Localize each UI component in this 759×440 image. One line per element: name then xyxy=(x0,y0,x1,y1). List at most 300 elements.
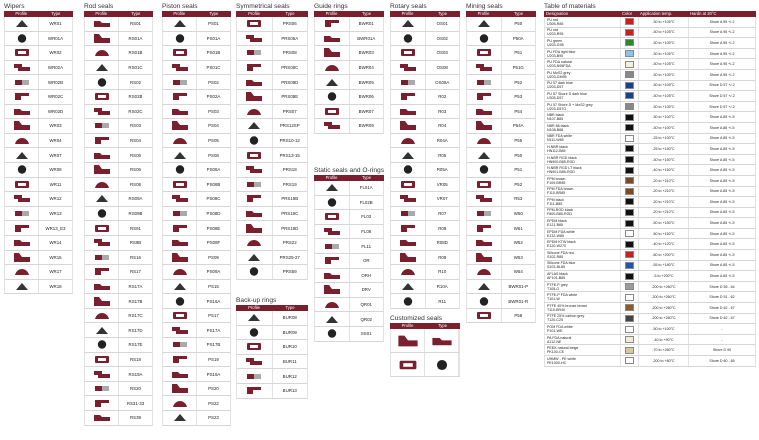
profile-image xyxy=(85,32,119,46)
material-row xyxy=(544,303,756,314)
table-row xyxy=(466,280,536,295)
material-name: PU MoS2 grey xyxy=(547,70,571,75)
material-color xyxy=(621,91,639,101)
profile-image xyxy=(425,353,459,376)
material-color xyxy=(621,112,639,122)
table-row xyxy=(236,311,308,326)
profile-image xyxy=(391,353,425,376)
material-row xyxy=(544,134,756,145)
material-hardness: Shore A 85 +/-5 xyxy=(709,221,735,226)
material-designation xyxy=(545,134,621,144)
type-code: PS17B xyxy=(206,342,221,348)
col-color: Color xyxy=(622,11,633,16)
profile-image xyxy=(5,178,39,192)
material-code: U305-D57 xyxy=(547,95,564,100)
type-code: WR02C xyxy=(47,94,64,100)
type-code: RS08 xyxy=(130,181,141,187)
profile-image xyxy=(85,163,119,177)
material-hardness: Shore A 95 +/-2 xyxy=(709,51,735,56)
section-title: Piston seals xyxy=(162,3,198,10)
material-row xyxy=(544,324,756,335)
material-temp: -30 to +100°C xyxy=(639,123,689,133)
table-row xyxy=(236,384,308,399)
profile-image xyxy=(237,340,273,354)
material-color xyxy=(621,38,639,48)
table-row xyxy=(314,327,384,342)
table-row xyxy=(84,134,153,149)
table-row xyxy=(84,90,153,105)
color-swatch xyxy=(625,220,634,227)
profile-image xyxy=(163,17,197,31)
material-hardness: Shore A 85 +/-5 xyxy=(709,274,735,279)
material-hardness: Shore A 85 +/-5 xyxy=(709,189,735,194)
type-code: PS02 xyxy=(208,79,219,85)
table-row xyxy=(390,148,460,163)
material-code: T120-C25 xyxy=(547,318,563,323)
table-row xyxy=(236,134,308,149)
type-code: QR02 xyxy=(360,316,372,322)
header-type: Type xyxy=(437,323,448,328)
profile-image xyxy=(391,221,426,235)
material-color xyxy=(621,102,639,112)
table-row xyxy=(162,294,231,309)
table-row xyxy=(314,90,384,105)
table-row xyxy=(466,119,536,134)
profile-image xyxy=(315,119,350,133)
profile-image xyxy=(163,221,197,235)
profile-image xyxy=(315,210,350,224)
material-color xyxy=(621,197,639,207)
type-code: WR15 xyxy=(49,254,62,260)
type-code: R10A xyxy=(436,283,448,289)
material-row xyxy=(544,81,756,92)
profile-image xyxy=(5,17,39,31)
material-name: FPM FDA brown xyxy=(547,187,574,192)
table-row xyxy=(236,46,308,61)
table-row xyxy=(162,382,231,397)
material-code: HN900-B85-RGD xyxy=(547,159,575,164)
type-code: RS09A xyxy=(128,196,143,202)
type-code: RS17D xyxy=(128,327,143,333)
material-color xyxy=(621,81,639,91)
mining-seals-section xyxy=(466,2,536,323)
header-profile: Profile xyxy=(325,11,338,16)
type-code: PS03 xyxy=(208,108,219,114)
profile-image xyxy=(391,105,426,119)
type-code: PRS19C xyxy=(281,211,299,217)
profile-image xyxy=(467,105,502,119)
table-row xyxy=(84,17,153,32)
color-swatch xyxy=(625,198,634,205)
profile-image xyxy=(163,46,197,60)
color-swatch xyxy=(625,92,634,99)
profile-image xyxy=(391,134,426,148)
material-color xyxy=(621,28,639,38)
type-code: BUR10 xyxy=(282,344,297,350)
table-row xyxy=(4,280,73,295)
table-row xyxy=(162,61,231,76)
color-swatch xyxy=(625,273,634,280)
table-row xyxy=(390,75,460,90)
material-hardness: Shore D 62 - 67 xyxy=(709,305,735,310)
material-name: POM FDA white xyxy=(547,325,573,330)
material-color xyxy=(621,271,639,281)
profile-image xyxy=(391,46,426,60)
table-row xyxy=(236,355,308,370)
table-row xyxy=(314,32,384,47)
type-code: W50 xyxy=(513,211,523,217)
type-code: RS01C xyxy=(128,65,143,71)
table-row xyxy=(4,236,73,251)
profile-image xyxy=(85,105,119,119)
type-code: RS91 xyxy=(130,225,141,231)
material-color xyxy=(621,218,639,228)
material-color xyxy=(621,261,639,271)
material-hardness: Shore A 95 +/-2 xyxy=(709,19,735,24)
profile-image xyxy=(315,105,350,119)
table-row xyxy=(162,353,231,368)
material-row xyxy=(544,187,756,198)
color-swatch xyxy=(625,114,634,121)
type-code: BUR13 xyxy=(282,388,297,394)
material-row xyxy=(544,292,756,303)
material-hardness: Shore D 57 +/-2 xyxy=(709,83,735,88)
header-type: Type xyxy=(361,175,372,180)
table-row xyxy=(390,329,460,353)
section-title: Customized seals xyxy=(390,315,443,322)
material-temp: -60 to +200°C xyxy=(639,250,689,260)
material-designation xyxy=(545,208,621,218)
table-row xyxy=(236,75,308,90)
material-color xyxy=(621,345,639,355)
color-swatch xyxy=(625,347,634,354)
material-temp: -50 to +150°C xyxy=(639,229,689,239)
table-row xyxy=(84,61,153,76)
header-type: Type xyxy=(209,11,219,16)
material-name: PTFE-P FDA white xyxy=(547,293,578,298)
type-code: R10 xyxy=(438,269,447,275)
table-row xyxy=(466,90,536,105)
profile-image xyxy=(5,134,39,148)
table-row xyxy=(390,178,460,193)
material-code: T105-G xyxy=(547,286,560,291)
profile-image xyxy=(237,192,273,206)
material-hardness: Shore A 85 +/-5 xyxy=(709,242,735,247)
profile-image xyxy=(315,181,350,195)
type-code: P50A xyxy=(512,35,524,41)
type-code: WR18 xyxy=(49,283,62,289)
material-designation xyxy=(545,218,621,228)
type-code: VR05 xyxy=(436,181,448,187)
type-code: FL11 xyxy=(361,243,372,249)
type-code: PS02A xyxy=(206,94,221,100)
type-code: RS02 xyxy=(130,79,141,85)
type-code: WR14 xyxy=(49,240,62,246)
table-row xyxy=(236,105,308,120)
material-name: PU red xyxy=(547,28,559,33)
table-row xyxy=(4,148,73,163)
table-row xyxy=(84,280,153,295)
material-temp: -20 to +210°C xyxy=(639,208,689,218)
table-row xyxy=(466,294,536,309)
material-hardness: Shore D 90 xyxy=(712,348,732,353)
section-title: Static seals and O-rings xyxy=(314,167,384,174)
material-row xyxy=(544,282,756,293)
type-code: PS01C xyxy=(206,65,221,71)
material-name: EPDM KTW black xyxy=(547,240,576,245)
profile-image xyxy=(5,236,39,250)
material-hardness: Shore A 85 +/-5 xyxy=(709,199,735,204)
profile-image xyxy=(467,221,502,235)
type-code: PS08D xyxy=(206,211,221,217)
material-code: AF101-B85 xyxy=(547,276,566,281)
table-row xyxy=(390,192,460,207)
material-code: PE1000-HC xyxy=(547,360,567,365)
type-code: BWR04 xyxy=(358,65,374,71)
profile-image xyxy=(5,192,39,206)
type-code: P55 xyxy=(514,138,523,144)
profile-image xyxy=(391,251,426,265)
type-code: PS09A xyxy=(206,269,221,275)
profile-image xyxy=(391,90,426,104)
table-row xyxy=(162,265,231,280)
material-hardness: Shore A 95 +/-2 xyxy=(709,62,735,67)
type-code: BWR05 xyxy=(358,79,374,85)
table-row xyxy=(4,119,73,134)
type-code: RS01A xyxy=(128,35,143,41)
profile-image xyxy=(5,265,39,279)
type-code: RS01 xyxy=(130,21,141,27)
type-code: PS22 xyxy=(208,400,219,406)
table-row xyxy=(84,309,153,324)
header-profile: Profile xyxy=(477,11,490,16)
material-designation xyxy=(545,335,621,345)
profile-image xyxy=(5,221,39,235)
material-code: U203-GM95 xyxy=(547,74,567,79)
material-designation xyxy=(545,165,621,175)
customized-seals-section xyxy=(390,314,460,377)
section-title: Mining seals xyxy=(466,3,503,10)
table-row xyxy=(390,32,460,47)
profile-image xyxy=(391,163,426,177)
material-row xyxy=(544,59,756,70)
section-title: Guide rings xyxy=(314,3,348,10)
type-code: PRS08E xyxy=(281,94,299,100)
material-hardness: Shore A 95 +/-2 xyxy=(709,40,735,45)
profile-image xyxy=(467,178,502,192)
material-hardness: Shore D 57 +/-2 xyxy=(709,93,735,98)
type-code: PS04 xyxy=(208,123,219,129)
material-designation xyxy=(545,303,621,313)
table-row xyxy=(466,163,536,178)
material-row xyxy=(544,70,756,81)
table-row xyxy=(84,119,153,134)
header-type: Type xyxy=(285,305,295,310)
material-name: NBR black xyxy=(547,113,564,118)
color-swatch xyxy=(625,209,634,216)
material-color xyxy=(621,134,639,144)
table-row xyxy=(4,221,73,236)
color-swatch xyxy=(625,230,634,237)
table-row xyxy=(4,192,73,207)
profile-image xyxy=(467,61,502,75)
type-code: R09 xyxy=(438,254,447,260)
profile-image xyxy=(315,196,350,210)
material-name: FPM brown xyxy=(547,176,566,181)
type-code: RS31-33 xyxy=(126,400,145,406)
material-designation xyxy=(545,17,621,27)
profile-image xyxy=(237,326,273,340)
table-row xyxy=(314,105,384,120)
profile-image xyxy=(237,221,273,235)
type-code: SS01 xyxy=(360,331,372,337)
profile-image xyxy=(5,163,39,177)
profile-image xyxy=(163,251,197,265)
type-code: WR01A xyxy=(47,35,64,41)
material-name: H-NBR black xyxy=(547,144,568,149)
material-row xyxy=(544,17,756,28)
profile-image xyxy=(163,265,197,279)
table-row xyxy=(314,119,384,134)
material-designation xyxy=(545,49,621,59)
profile-image xyxy=(85,236,119,250)
material-color xyxy=(621,282,639,292)
material-row xyxy=(544,28,756,39)
type-code: PS01B xyxy=(206,50,221,56)
material-code: N108-B88 xyxy=(547,127,564,132)
wipers-section xyxy=(4,2,73,294)
material-designation xyxy=(545,155,621,165)
profile-image xyxy=(237,236,273,250)
material-code: E132-W85 xyxy=(547,233,564,238)
table-row xyxy=(466,178,536,193)
profile-image xyxy=(237,384,273,398)
color-swatch xyxy=(625,71,634,78)
material-code: N111-W85 xyxy=(547,138,564,143)
material-hardness: Shore A 85 +/-5 xyxy=(709,252,735,257)
table-row xyxy=(390,61,460,76)
table-row xyxy=(390,119,460,134)
table-row xyxy=(84,75,153,90)
table-row xyxy=(390,353,460,377)
material-row xyxy=(544,239,756,250)
material-name: Silicone FDA blue xyxy=(547,261,576,266)
type-code: PRS25-27 xyxy=(279,254,300,260)
table-row xyxy=(466,236,536,251)
type-code: BUR11 xyxy=(282,359,297,365)
profile-image xyxy=(237,119,273,133)
type-code: PRS22 xyxy=(282,240,297,246)
type-code: P50 xyxy=(514,152,523,158)
material-row xyxy=(544,356,756,367)
material-color xyxy=(621,229,639,239)
color-swatch xyxy=(625,156,634,163)
color-swatch xyxy=(625,39,634,46)
table-row xyxy=(162,90,231,105)
profile-image xyxy=(163,192,197,206)
color-swatch xyxy=(625,61,634,68)
material-hardness: - xyxy=(721,327,723,332)
color-swatch xyxy=(625,124,634,131)
table-row xyxy=(314,239,384,254)
col-temp: Application temp. xyxy=(640,11,673,16)
table-row xyxy=(390,46,460,61)
material-hardness: Shore A 85 +/-5 xyxy=(709,210,735,215)
table-row xyxy=(466,192,536,207)
table-row xyxy=(162,17,231,32)
material-color xyxy=(621,144,639,154)
profile-image xyxy=(237,163,273,177)
material-code: E121-B85 xyxy=(547,223,563,228)
profile-image xyxy=(315,254,350,268)
type-code: PS16A xyxy=(206,298,221,304)
materials-table xyxy=(544,2,756,367)
type-code: PS20 xyxy=(208,386,219,392)
material-name: PU 57 Shore D dark blue xyxy=(547,91,587,96)
material-code: T110-BR40 xyxy=(547,307,566,312)
material-color xyxy=(621,250,639,260)
material-designation xyxy=(545,345,621,355)
table-row xyxy=(314,210,384,225)
symmetrical-seals-section xyxy=(236,2,308,280)
material-designation xyxy=(545,38,621,48)
table-row xyxy=(236,369,308,384)
profile-image xyxy=(163,134,197,148)
type-code: PRS10-12 xyxy=(279,138,300,144)
profile-image xyxy=(5,75,39,89)
profile-image xyxy=(163,294,197,308)
table-row xyxy=(162,119,231,134)
material-code: S102-R85 xyxy=(547,254,564,259)
table-row xyxy=(390,251,460,266)
profile-image xyxy=(467,17,502,31)
material-temp: -200 to +260°C xyxy=(639,292,689,302)
profile-image xyxy=(467,119,502,133)
type-code: R04A xyxy=(436,138,448,144)
material-color xyxy=(621,239,639,249)
table-row xyxy=(162,207,231,222)
type-code: BWR01A xyxy=(357,35,376,41)
material-temp: -20 to +210°C xyxy=(639,176,689,186)
type-code: PRS12SP xyxy=(279,123,300,129)
material-code: HN901-B85-RGD xyxy=(547,170,575,175)
profile-image xyxy=(163,396,197,410)
table-row xyxy=(314,61,384,76)
material-name: PU green xyxy=(547,38,563,43)
material-designation xyxy=(545,123,621,133)
type-code: PS15 xyxy=(208,283,219,289)
type-code: R08 xyxy=(438,225,447,231)
type-code: R07 xyxy=(438,211,447,217)
profile-image xyxy=(315,61,350,75)
table-row xyxy=(236,192,308,207)
type-code: WR08 xyxy=(49,167,62,173)
material-code: U203-D57G xyxy=(547,106,567,111)
table-row xyxy=(466,46,536,61)
section-title: Rod seals xyxy=(84,3,114,10)
table-row xyxy=(84,353,153,368)
profile-image xyxy=(85,309,119,323)
material-temp: -30 to +105°C xyxy=(639,91,689,101)
table-row xyxy=(314,46,384,61)
color-swatch xyxy=(625,241,634,248)
profile-image xyxy=(467,265,502,279)
profile-image xyxy=(467,309,502,323)
material-designation xyxy=(545,229,621,239)
type-code: R03 xyxy=(438,108,447,114)
type-code: FL02B xyxy=(359,199,373,205)
type-code: W54 xyxy=(513,269,523,275)
